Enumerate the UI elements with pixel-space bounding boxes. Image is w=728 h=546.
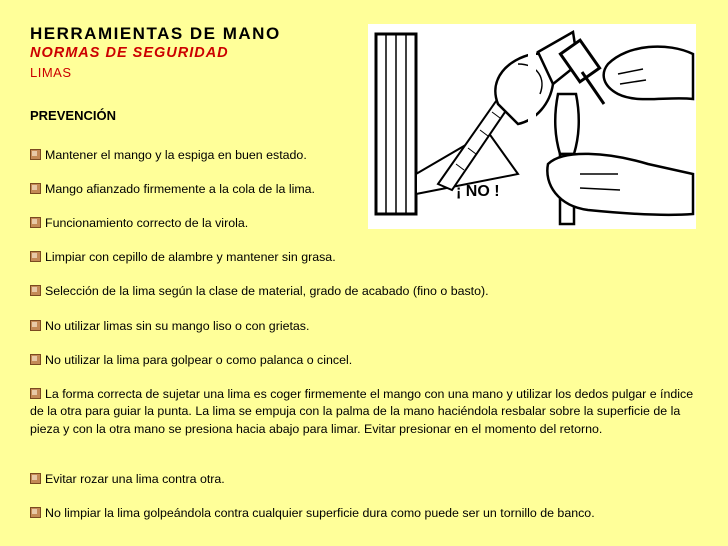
checkbox-bullet-icon (30, 388, 41, 399)
list-item-text: La forma correcta de sujetar una lima es coger firmemente el mango con una mano y utilizar los dedos pulgar e índice de la otra para guiar la punta. La lima se empuja con la palma de la mano haciéndola resbalar sobre la superficie de la pieza y con la otra mano se presiona hacia abajo para limar. Evitar presionar en el momento del retorno. (30, 387, 694, 436)
checkbox-bullet-icon (30, 251, 41, 262)
list-item-text: Mantener el mango y la espiga en buen estado. (45, 148, 307, 162)
section-heading: PREVENCIÓN (30, 108, 116, 123)
list-item-text: No utilizar limas sin su mango liso o con grietas. (45, 319, 310, 333)
checkbox-bullet-icon (30, 183, 41, 194)
list-item-text: Funcionamiento correcto de la virola. (45, 216, 249, 230)
list-item (30, 318, 700, 335)
list-item-text: Limpiar con cepillo de alambre y mantener sin grasa. (45, 250, 336, 264)
checkbox-bullet-icon (30, 354, 41, 365)
checkbox-bullet-icon (30, 217, 41, 228)
list-item (30, 386, 700, 438)
list-item-text: Mango afianzado firmemente a la cola de la lima. (45, 182, 315, 196)
checkbox-bullet-icon (30, 320, 41, 331)
checkbox-bullet-icon (30, 473, 41, 484)
list-item-text: No utilizar la lima para golpear o como palanca o cincel. (45, 353, 353, 367)
no-sign-text: ¡ NO ! (456, 183, 500, 200)
checkbox-bullet-icon (30, 149, 41, 160)
list-item (30, 283, 700, 300)
checkbox-bullet-icon (30, 285, 41, 296)
list-item (30, 147, 700, 164)
list-item (30, 181, 700, 198)
list-item (30, 505, 700, 522)
list-item (30, 352, 700, 369)
topic-label: LIMAS (30, 65, 72, 80)
page-title: HERRAMIENTAS DE MANO (30, 24, 281, 43)
list-item-text: Selección de la lima según la clase de material, grado de acabado (fino o basto). (45, 284, 489, 298)
list-item-text: No limpiar la lima golpeándola contra cualquier superficie dura como puede ser un tornillo de banco. (45, 506, 595, 520)
list-item (30, 215, 700, 232)
list-item-text: Evitar rozar una lima contra otra. (45, 472, 225, 486)
list-item (30, 249, 700, 266)
list-item (30, 471, 700, 488)
checkbox-bullet-icon (30, 507, 41, 518)
page-subtitle: NORMAS DE SEGURIDAD (30, 45, 229, 61)
